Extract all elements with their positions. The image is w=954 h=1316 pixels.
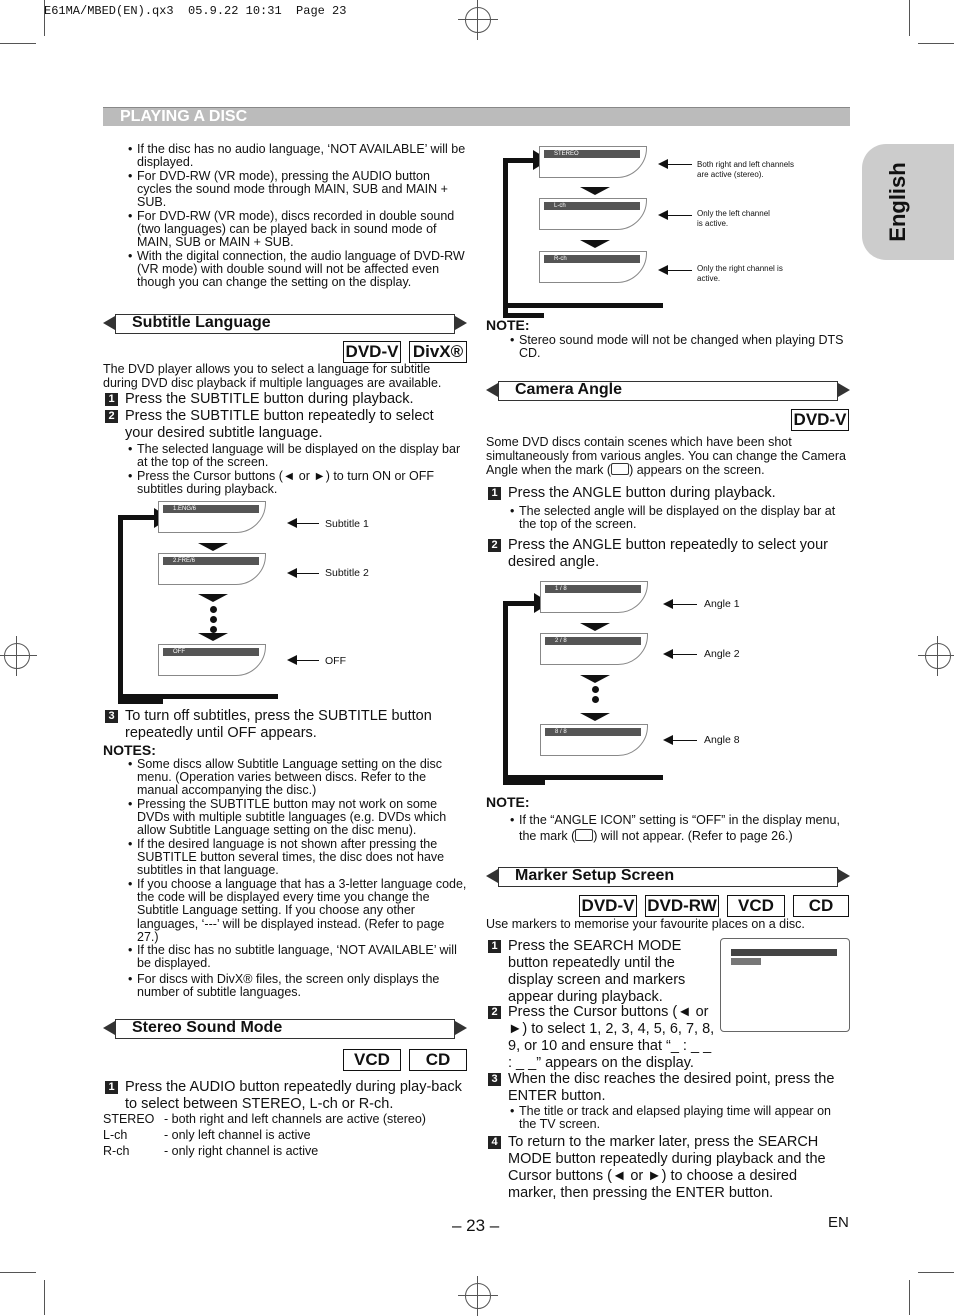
crop-mark <box>44 0 45 36</box>
diagram-label: Both right and left channels are active (stereo). <box>697 160 794 179</box>
bullet: • For discs with DivX® files, the screen only displays the number of subtitle languages. <box>137 973 469 999</box>
mode-name: L-ch <box>103 1128 128 1142</box>
marker-step-1: Press the SEARCH MODE button repeatedly until the display screen and markers appear during playback. <box>508 938 686 1005</box>
mode-desc: - both right and left channels are active (stereo) <box>164 1112 426 1126</box>
stereo-step-1: Press the AUDIO button repeatedly during play-back to select between STEREO, L-ch or R-ch. <box>125 1079 462 1112</box>
badge-vcd: VCD <box>727 895 785 917</box>
crop-mark <box>918 43 954 44</box>
cycle-arrow-base <box>503 775 663 780</box>
pointer-arrow <box>665 654 697 655</box>
subtitle-step-2: Press the SUBTITLE button repeatedly to select your desired subtitle language. <box>125 408 434 441</box>
ellipsis-dot <box>592 686 599 693</box>
diagram-label: Angle 1 <box>704 598 740 610</box>
camera-angle-heading: Camera Angle <box>486 379 850 401</box>
language-tab <box>862 144 954 260</box>
osd-screen: 1 / 8 <box>540 581 648 613</box>
down-arrow <box>580 623 610 631</box>
step-number: 1 <box>105 393 118 406</box>
step-number: 4 <box>488 1136 501 1149</box>
step-number: 2 <box>488 539 501 552</box>
diagram-label: OFF <box>325 655 346 667</box>
osd-screen: STEREO <box>539 146 647 178</box>
camera-angle-icon <box>611 463 629 475</box>
registration-mark <box>465 1283 491 1309</box>
camera-step-1: Press the ANGLE button during playback. <box>508 485 776 501</box>
marker-step-3: When the disc reaches the desired point, press the ENTER button. <box>508 1071 835 1104</box>
subtitle-intro: The DVD player allows you to select a language for subtitle during DVD disc playback if multiple languages are available. <box>103 362 442 390</box>
osd-screen: L-ch <box>539 198 647 230</box>
diagram-label: Only the right channel is active. <box>697 264 783 283</box>
bullet: • Press the Cursor buttons (◄ or ►) to turn ON or OFF subtitles during playback. <box>137 470 467 496</box>
subtitle-step-1: Press the SUBTITLE button during playback. <box>125 391 414 407</box>
badge-cd: CD <box>793 895 849 917</box>
registration-mark <box>4 643 30 669</box>
marker-step-2: Press the Cursor buttons (◄ or ►) to select 1, 2, 3, 4, 5, 6, 7, 8, 9, or 10 and ensure that “_ : _ _ : _ _” appears on the display. <box>508 1004 715 1071</box>
section-bar <box>103 107 850 126</box>
marker-bar <box>731 958 761 965</box>
cycle-arrow <box>503 158 544 318</box>
marker-intro: Use markers to memorise your favourite places on a disc. <box>486 917 805 931</box>
marker-osd-screen <box>720 938 850 1032</box>
crop-mark <box>909 1280 910 1315</box>
notes-heading: NOTES: <box>103 742 156 758</box>
step-number: 1 <box>488 487 501 500</box>
registration-mark <box>925 643 951 669</box>
bullet: • If the desired language is not shown after pressing the SUBTITLE button several times, the disc does not have subtitles in that language. <box>137 838 469 878</box>
step-number: 2 <box>488 1006 501 1019</box>
pointer-arrow <box>660 215 692 216</box>
badge-vcd: VCD <box>343 1049 401 1071</box>
pointer-arrow <box>660 270 692 271</box>
subtitle-step-3: To turn off subtitles, press the SUBTITLE button repeatedly until OFF appears. <box>125 708 432 741</box>
badge-cd: CD <box>409 1049 467 1071</box>
step-number: 1 <box>105 1081 118 1094</box>
marker-bar <box>731 949 837 956</box>
badge-divx: DivX® <box>409 341 467 363</box>
ellipsis-dot <box>210 606 217 613</box>
badge-dvd-rw: DVD-RW <box>645 895 719 917</box>
diagram-label: Angle 2 <box>704 648 740 660</box>
mode-name: STEREO <box>103 1112 155 1126</box>
badge-dvd-v: DVD-V <box>579 895 637 917</box>
registration-mark <box>465 7 491 33</box>
pointer-arrow <box>665 604 697 605</box>
step-number: 2 <box>105 410 118 423</box>
pointer-arrow <box>289 523 319 524</box>
bullet: • For DVD-RW (VR mode), pressing the AUDIO button cycles the sound mode through MAIN, SUB and MAIN + SUB. <box>137 170 467 210</box>
section-title: PLAYING A DISC <box>120 108 248 125</box>
pointer-arrow <box>665 740 697 741</box>
crop-mark <box>909 0 910 36</box>
diagram-label: Subtitle 2 <box>325 567 369 579</box>
crop-mark <box>918 1272 954 1273</box>
diagram-label: Subtitle 1 <box>325 518 369 530</box>
bullet: • If the disc has no audio language, ‘NOT AVAILABLE’ will be displayed. <box>137 143 467 169</box>
down-arrow <box>580 240 610 248</box>
step-number: 1 <box>488 940 501 953</box>
cycle-arrow-base <box>118 694 278 699</box>
marker-step-4: To return to the marker later, press the SEARCH MODE button repeatedly during playback and the Cursor buttons (◄ or ►) to choose a desired marker, then pressing the ENTER button. <box>508 1134 826 1201</box>
mode-desc: - only right channel is active <box>164 1144 319 1158</box>
camera-step-2: Press the ANGLE button repeatedly to select your desired angle. <box>508 537 828 570</box>
crop-mark <box>0 1272 36 1273</box>
down-arrow <box>580 187 610 195</box>
camera-intro: Some DVD discs contain scenes which have been shot simultaneously from various angles. You can change the Camera Angle when the mark ( ) appears on the screen. <box>486 435 846 478</box>
cycle-arrow <box>118 515 163 704</box>
bullet: • If the “ANGLE ICON” setting is “OFF” in the display menu, the mark ( ) will not appear. (Refer to page 26.) <box>519 812 851 844</box>
pointer-arrow <box>660 164 692 165</box>
subtitle-language-heading: Subtitle Language <box>103 312 467 334</box>
step-number: 3 <box>105 710 118 723</box>
bullet: • The title or track and elapsed playing time will appear on the TV screen. <box>519 1105 849 1131</box>
stereo-sound-heading: Stereo Sound Mode <box>103 1017 467 1039</box>
osd-screen: 8 / 8 <box>540 724 648 756</box>
print-header: E61MA/MBED(EN).qx3 05.9.22 10:31 Page 23 <box>44 4 347 18</box>
bullet: • Stereo sound mode will not be changed when playing DTS CD. <box>519 334 849 360</box>
diagram-label: Angle 8 <box>704 734 740 746</box>
bullet: • Some discs allow Subtitle Language setting on the disc menu. (Operation varies between discs. Refer to the manual accompanying the disc.) <box>137 758 469 798</box>
step-number: 3 <box>488 1073 501 1086</box>
language-tab-label: English <box>885 162 910 242</box>
osd-screen: 2 / 8 <box>540 633 648 665</box>
pointer-arrow <box>289 573 319 574</box>
osd-screen: 2.FRE/6 <box>158 553 266 585</box>
down-arrow <box>198 633 228 641</box>
badge-dvd-v: DVD-V <box>343 341 401 363</box>
ellipsis-dot <box>592 696 599 703</box>
bullet: • Pressing the SUBTITLE button may not work on some DVDs with multiple subtitle languages (e.g. DVDs which allow Subtitle Language setting on the disc menu). <box>137 798 469 838</box>
badge-dvd-v: DVD-V <box>791 409 849 431</box>
language-code: EN <box>828 1214 849 1231</box>
bullet: • If the disc has no subtitle language, ‘NOT AVAILABLE’ will be displayed. <box>137 944 469 970</box>
page-number: – 23 – <box>452 1216 500 1235</box>
note-heading: NOTE: <box>486 317 530 333</box>
crop-mark <box>0 43 36 44</box>
note-heading: NOTE: <box>486 794 530 810</box>
osd-screen: OFF <box>158 644 266 676</box>
osd-screen: 1.ENG/6 <box>158 501 266 533</box>
osd-screen: R-ch <box>539 251 647 283</box>
bullet: • With the digital connection, the audio language of DVD-RW (VR mode) with double sound will not be affected even though you can change the setting on the display. <box>137 250 467 290</box>
down-arrow <box>580 713 610 721</box>
bullet: • The selected language will be displayed on the display bar at the top of the screen. <box>137 443 467 469</box>
bullet: • For DVD-RW (VR mode), discs recorded in double sound (two languages) can be played back in sound mode of MAIN, SUB or MAIN + SUB. <box>137 210 467 250</box>
down-arrow <box>198 543 228 551</box>
marker-setup-heading: Marker Setup Screen <box>486 865 850 887</box>
bullet: • If you choose a language that has a 3-letter language code, the code will be displayed every time you change the Subtitle Language setting. If you choose any other languages, ‘---’ will be displayed instead. (Refer to page 27.) <box>137 878 469 944</box>
pointer-arrow <box>289 660 319 661</box>
mode-name: R-ch <box>103 1144 130 1158</box>
camera-angle-icon <box>575 829 593 841</box>
down-arrow <box>580 675 610 683</box>
cycle-arrow <box>503 601 545 785</box>
mode-desc: - only left channel is active <box>164 1128 311 1142</box>
ellipsis-dot <box>210 616 217 623</box>
ellipsis-dot <box>210 626 217 633</box>
bullet: • The selected angle will be displayed on the display bar at the top of the screen. <box>519 505 849 531</box>
crop-mark <box>44 1280 45 1315</box>
diagram-label: Only the left channel is active. <box>697 209 770 228</box>
cycle-arrow-base <box>503 303 663 308</box>
down-arrow <box>198 594 228 602</box>
